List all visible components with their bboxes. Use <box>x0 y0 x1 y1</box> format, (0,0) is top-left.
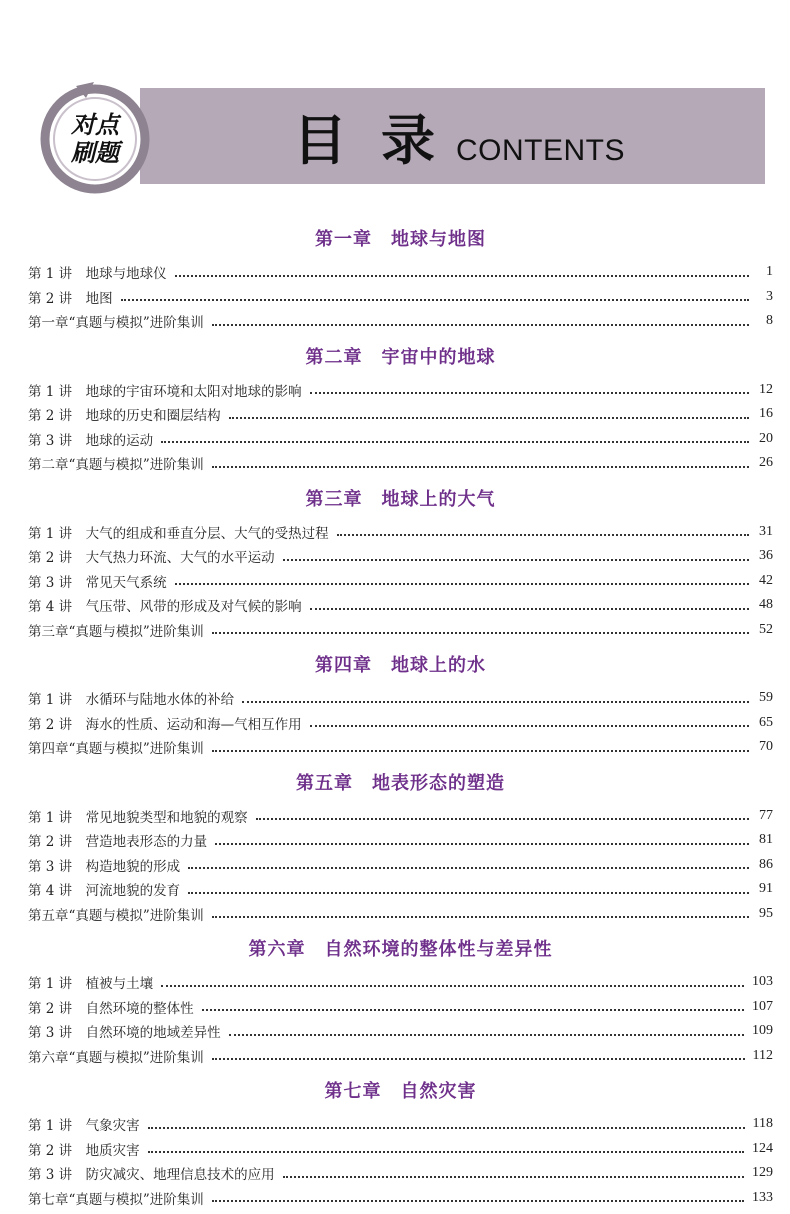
page-title: 目录 <box>293 108 469 172</box>
toc-entry-label: 第 3 讲 防灾减灾、地理信息技术的应用 <box>28 1167 275 1184</box>
toc-entry-label: 第 2 讲 地图 <box>28 290 113 307</box>
dot-leader <box>212 1199 744 1202</box>
toc-entry-page: 86 <box>759 856 773 872</box>
toc-entry-page: 16 <box>759 406 773 422</box>
toc-entry[interactable] <box>28 378 773 403</box>
dot-leader <box>310 724 749 727</box>
toc-entry[interactable] <box>28 735 773 760</box>
dot-leader <box>212 1057 745 1060</box>
badge-emblem <box>36 80 154 198</box>
toc-entry-label: 第 2 讲 地球的历史和圈层结构 <box>28 408 221 425</box>
toc-entry-page: 118 <box>752 1116 773 1132</box>
toc-entry[interactable] <box>28 1161 773 1186</box>
toc-entry-page: 133 <box>752 1189 773 1205</box>
toc-entry-page: 107 <box>752 998 773 1014</box>
dot-leader <box>212 631 749 634</box>
toc-entry-page: 81 <box>759 832 773 848</box>
dot-leader <box>188 891 749 894</box>
toc-entry-page: 48 <box>759 597 773 613</box>
chapter-heading[interactable]: 第六章 自然环境的整体性与差异性 <box>248 939 553 960</box>
toc-entry[interactable] <box>28 285 773 310</box>
toc-entry[interactable] <box>28 1112 773 1137</box>
toc-entry-label: 第 2 讲 大气热力环流、大气的水平运动 <box>28 550 275 567</box>
toc-entry-page: 77 <box>759 807 773 823</box>
table-of-contents <box>28 220 773 1214</box>
toc-entry-page: 8 <box>766 313 773 329</box>
toc-entry-page: 109 <box>752 1023 773 1039</box>
toc-entry-page: 124 <box>752 1140 773 1156</box>
toc-entry[interactable] <box>28 260 773 285</box>
toc-entry-label: 第七章“真题与模拟”进阶集训 <box>28 1191 204 1208</box>
badge-text <box>58 102 132 176</box>
toc-entry-label: 第 3 讲 构造地貌的形成 <box>28 858 181 875</box>
dot-leader <box>242 700 749 703</box>
toc-entry-page: 59 <box>759 690 773 706</box>
toc-entry-label: 第 1 讲 地球的宇宙环境和太阳对地球的影响 <box>28 383 302 400</box>
dot-leader <box>202 1008 744 1011</box>
toc-entry-label: 第 4 讲 气压带、风带的形成及对气候的影响 <box>28 599 302 616</box>
page-header <box>0 0 790 205</box>
toc-entry[interactable] <box>28 402 773 427</box>
toc-entry[interactable] <box>28 593 773 618</box>
toc-entry-label: 第 3 讲 常见天气系统 <box>28 574 167 591</box>
dot-leader <box>256 817 749 820</box>
title-banner <box>140 88 765 184</box>
chapter-heading[interactable]: 第二章 宇宙中的地球 <box>305 346 496 368</box>
dot-leader <box>161 984 744 987</box>
toc-entry[interactable] <box>28 544 773 569</box>
dot-leader <box>283 1175 744 1178</box>
chapter-entries <box>28 686 773 760</box>
toc-entry-page: 3 <box>766 288 773 304</box>
dot-leader <box>212 749 749 752</box>
toc-entry-page: 20 <box>759 430 773 446</box>
toc-entry-label: 第 1 讲 大气的组成和垂直分层、大气的受热过程 <box>28 525 329 542</box>
dot-leader <box>148 1150 744 1153</box>
dot-leader <box>229 1033 744 1036</box>
toc-entry-label: 第三章“真题与模拟”进阶集训 <box>28 623 204 640</box>
toc-entry[interactable] <box>28 520 773 545</box>
toc-entry-label: 第六章“真题与模拟”进阶集训 <box>28 1049 204 1066</box>
dot-leader <box>310 391 749 394</box>
chapter-entries <box>28 1112 773 1210</box>
toc-entry-page: 112 <box>752 1047 773 1063</box>
toc-entry-label: 第 2 讲 地质灾害 <box>28 1142 140 1159</box>
chapter-heading[interactable]: 第五章 地表形态的塑造 <box>296 772 505 794</box>
toc-entry[interactable] <box>28 711 773 736</box>
toc-entry-page: 12 <box>759 381 773 397</box>
toc-entry-label: 第 2 讲 海水的性质、运动和海—气相互作用 <box>28 716 302 733</box>
toc-entry-page: 91 <box>759 881 773 897</box>
toc-entry[interactable] <box>28 877 773 902</box>
toc-entry-page: 70 <box>759 739 773 755</box>
chapter-entries <box>28 970 773 1068</box>
toc-entry-page: 95 <box>759 905 773 921</box>
toc-entry[interactable] <box>28 1137 773 1162</box>
chapter-heading[interactable]: 第四章 地球上的水 <box>315 655 486 676</box>
dot-leader <box>212 465 749 468</box>
toc-entry[interactable] <box>28 686 773 711</box>
toc-entry-page: 1 <box>766 264 773 280</box>
toc-entry-page: 129 <box>752 1165 773 1181</box>
toc-entry[interactable] <box>28 804 773 829</box>
toc-entry-label: 第 3 讲 地球的运动 <box>28 432 154 449</box>
page-subtitle: CONTENTS <box>456 134 625 167</box>
dot-leader <box>161 440 749 443</box>
toc-entry[interactable] <box>28 995 773 1020</box>
dot-leader <box>175 274 749 277</box>
toc-entry[interactable] <box>28 618 773 643</box>
toc-entry-label: 第二章“真题与模拟”进阶集训 <box>28 457 204 474</box>
toc-entry-page: 65 <box>759 714 773 730</box>
toc-entry[interactable] <box>28 828 773 853</box>
dot-leader <box>175 582 749 585</box>
chapter-heading[interactable]: 第一章 地球与地图 <box>315 229 486 250</box>
toc-entry-page: 31 <box>759 523 773 539</box>
toc-entry-label: 第一章“真题与模拟”进阶集训 <box>28 315 204 332</box>
dot-leader <box>229 416 749 419</box>
dot-leader <box>337 533 749 536</box>
toc-entry[interactable] <box>28 902 773 927</box>
toc-entry-label: 第 2 讲 自然环境的整体性 <box>28 1000 194 1017</box>
toc-entry-label: 第 1 讲 地球与地球仪 <box>28 266 167 283</box>
chapter-heading[interactable]: 第三章 地球上的大气 <box>305 488 496 510</box>
toc-entry-label: 第四章“真题与模拟”进阶集训 <box>28 741 204 758</box>
toc-entry-label: 第 1 讲 水循环与陆地水体的补给 <box>28 692 235 709</box>
toc-entry-label: 第 1 讲 气象灾害 <box>28 1118 140 1135</box>
dot-leader <box>215 842 749 845</box>
toc-entry-page: 26 <box>759 455 773 471</box>
toc-entry-page: 36 <box>759 548 773 564</box>
toc-entry-page: 103 <box>752 974 773 990</box>
toc-entry[interactable] <box>28 1019 773 1044</box>
dot-leader <box>310 607 749 610</box>
chapter-entries <box>28 378 773 476</box>
toc-entry[interactable] <box>28 569 773 594</box>
toc-entry[interactable] <box>28 427 773 452</box>
chapter-heading[interactable]: 第七章 自然灾害 <box>324 1081 477 1102</box>
dot-leader <box>121 298 749 301</box>
toc-entry[interactable] <box>28 1186 773 1211</box>
toc-entry-label: 第 4 讲 河流地貌的发育 <box>28 883 181 900</box>
chapter-entries <box>28 520 773 643</box>
badge-line-1: 对点 <box>71 110 119 139</box>
toc-entry[interactable] <box>28 451 773 476</box>
toc-entry[interactable] <box>28 970 773 995</box>
toc-entry-page: 52 <box>759 621 773 637</box>
toc-entry-page: 42 <box>759 572 773 588</box>
toc-entry-label: 第 3 讲 自然环境的地域差异性 <box>28 1025 221 1042</box>
toc-entry-label: 第 1 讲 常见地貌类型和地貌的观察 <box>28 809 248 826</box>
dot-leader <box>188 866 749 869</box>
dot-leader <box>212 323 749 326</box>
badge-line-2: 刷题 <box>71 138 119 167</box>
toc-entry-label: 第 2 讲 营造地表形态的力量 <box>28 834 208 851</box>
dot-leader <box>283 558 749 561</box>
chapter-entries <box>28 260 773 334</box>
dot-leader <box>148 1126 745 1129</box>
toc-entry-label: 第五章“真题与模拟”进阶集训 <box>28 907 204 924</box>
toc-entry[interactable] <box>28 309 773 334</box>
toc-entry-label: 第 1 讲 植被与土壤 <box>28 976 154 993</box>
dot-leader <box>212 915 749 918</box>
toc-entry[interactable] <box>28 1044 773 1069</box>
toc-entry[interactable] <box>28 853 773 878</box>
chapter-entries <box>28 804 773 927</box>
